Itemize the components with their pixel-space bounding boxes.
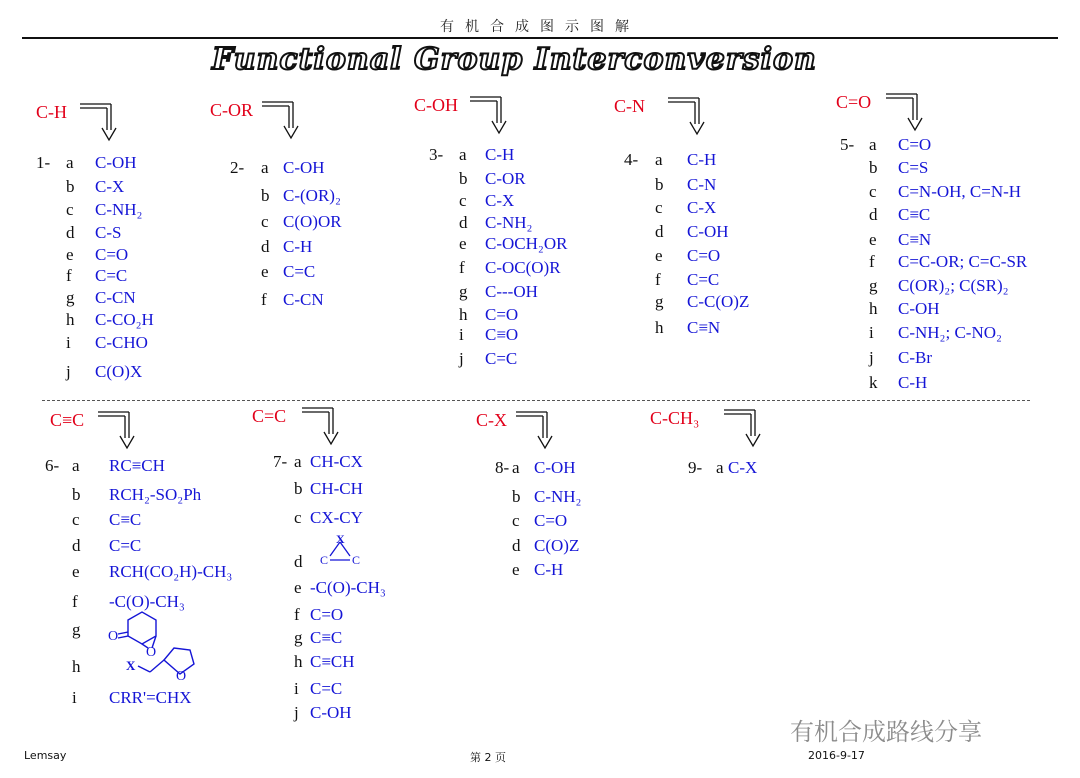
header-divider <box>22 37 1058 39</box>
item-formula: C≡N <box>687 318 721 337</box>
item-formula: C-NH₂ <box>95 200 143 219</box>
item-letter: e <box>66 245 74 264</box>
thf-o-label: O <box>176 669 187 682</box>
page-title: Functional Group Interconversion <box>212 42 817 77</box>
double-arrow-icon <box>514 406 558 452</box>
section-label: C-OR <box>210 100 254 120</box>
item-letter: c <box>294 508 302 527</box>
item-formula: RCH₂-SO₂Ph <box>109 485 202 504</box>
epoxy-ketone-o-label: O <box>108 629 119 644</box>
item-letter: b <box>512 487 521 506</box>
item-formula: C-X <box>485 191 515 210</box>
item-formula: C---OH <box>485 282 538 301</box>
item-letter: b <box>655 175 664 194</box>
item-formula: C(O)Z <box>534 536 580 555</box>
item-formula: C-OH <box>898 299 940 318</box>
item-letter: f <box>459 258 465 277</box>
item-letter: d <box>512 536 521 555</box>
section-label: C=C <box>252 406 287 426</box>
double-arrow-icon <box>468 91 512 137</box>
item-formula: C=N-OH, C=N-H <box>898 182 1022 201</box>
item-letter: i <box>66 333 71 352</box>
item-formula: C=O <box>687 246 721 265</box>
double-arrow-icon <box>722 404 766 450</box>
double-arrow-icon <box>78 98 122 144</box>
item-letter: c <box>655 198 663 217</box>
item-letter: a <box>459 145 467 164</box>
watermark-text: 有机合成路线分享 <box>790 718 982 746</box>
item-letter: e <box>869 230 877 249</box>
item-letter: g <box>72 620 81 639</box>
item-formula: C-OR <box>485 169 526 188</box>
section-label: C-X <box>476 410 507 430</box>
item-formula: C-OH <box>95 153 137 172</box>
item-formula: C-CHO <box>95 333 148 352</box>
item-formula: C=C <box>310 679 343 698</box>
item-letter: f <box>294 605 300 624</box>
item-letter: c <box>261 212 269 231</box>
section-number: 9- <box>688 458 703 477</box>
footer-date: 2016-9-17 <box>808 749 865 762</box>
item-letter: i <box>294 679 299 698</box>
item-formula: C=O <box>534 511 568 530</box>
item-formula: C-S <box>95 223 122 242</box>
item-letter: d <box>72 536 81 555</box>
item-formula: C-H <box>898 373 928 392</box>
section-number: 6- <box>45 456 60 475</box>
item-formula: C(O)OR <box>283 212 342 231</box>
item-letter: h <box>459 305 468 324</box>
item-formula: C-H <box>534 560 564 579</box>
item-letter: a <box>512 458 520 477</box>
item-formula: C-OH <box>534 458 576 477</box>
item-formula: C-H <box>687 150 717 169</box>
item-letter: e <box>512 560 520 579</box>
item-formula: C=C <box>283 262 316 281</box>
item-letter: g <box>294 628 303 647</box>
item-formula: C≡C <box>109 510 142 529</box>
section-label: C-H <box>36 102 67 122</box>
item-letter: f <box>869 252 875 271</box>
item-letter: h <box>66 310 75 329</box>
item-letter: a <box>66 153 74 172</box>
item-formula: C-NH₂ <box>534 487 582 506</box>
item-formula: C≡O <box>485 325 519 344</box>
item-letter: d <box>459 213 468 232</box>
section-label: C≡C <box>50 410 85 430</box>
item-formula: C-X <box>95 177 125 196</box>
cyclopropane-x-label: X <box>336 532 345 546</box>
item-letter: d <box>294 552 303 571</box>
item-formula: C-OC(O)R <box>485 258 561 277</box>
item-letter: b <box>869 158 878 177</box>
item-formula: C=S <box>898 158 929 177</box>
item-formula: C-OH <box>283 158 325 177</box>
footer-author: Lemsay <box>24 749 67 762</box>
item-formula: CX-CY <box>310 508 363 527</box>
item-formula: CH-CH <box>310 479 363 498</box>
header-title: 有机合成图示图解 <box>440 19 640 35</box>
cyclopropane-c-right: C <box>352 553 361 567</box>
item-formula: C-C(O)Z <box>687 292 750 311</box>
footer-page-number: 第 2 页 <box>470 751 506 764</box>
item-letter: b <box>294 479 303 498</box>
item-letter: a <box>72 456 80 475</box>
item-formula: C=O <box>310 605 344 624</box>
item-formula: C-CN <box>95 288 136 307</box>
halo-x-label: X <box>126 658 136 673</box>
item-formula: C=O <box>95 245 129 264</box>
section-label: C-N <box>614 96 645 116</box>
item-letter: j <box>869 348 874 367</box>
item-formula: -C(O)-CH₃ <box>310 578 386 597</box>
double-arrow-icon <box>884 88 928 134</box>
double-arrow-icon <box>96 406 140 452</box>
item-formula: C-OH <box>310 703 352 722</box>
item-formula: C=C <box>109 536 142 555</box>
item-letter: g <box>869 276 878 295</box>
epoxy-ring-o-label: O <box>146 645 157 656</box>
item-formula: C=C <box>687 270 720 289</box>
item-letter: e <box>294 578 302 597</box>
item-letter: a <box>261 158 269 177</box>
item-letter: c <box>869 182 877 201</box>
halocyclopropane-structure <box>318 532 366 568</box>
item-formula: C-OCH₂OR <box>485 234 568 253</box>
item-letter: j <box>66 362 71 381</box>
halomethyl-thf-structure <box>124 640 214 682</box>
item-formula: RCH(CO₂H)-CH₃ <box>109 562 233 581</box>
double-arrow-icon <box>260 96 304 142</box>
item-formula: C=O <box>485 305 519 324</box>
item-formula: C=C-OR; C=C-SR <box>898 252 1028 271</box>
item-letter: b <box>66 177 75 196</box>
item-formula: C=C <box>95 266 128 285</box>
item-letter: f <box>655 270 661 289</box>
section-number: 5- <box>840 135 855 154</box>
item-formula: C-X <box>687 198 717 217</box>
item-letter: c <box>66 200 74 219</box>
item-letter: d <box>261 237 270 256</box>
item-formula: C(OR)₂; C(SR)₂ <box>898 276 1009 295</box>
item-formula: C=O <box>898 135 932 154</box>
item-letter: i <box>869 323 874 342</box>
item-formula: -C(O)-CH₃ <box>109 592 185 611</box>
item-letter: j <box>459 349 464 368</box>
item-letter: g <box>66 288 75 307</box>
item-letter: g <box>655 292 664 311</box>
item-formula: C-NH₂ <box>485 213 533 232</box>
item-formula: C≡C <box>898 205 931 224</box>
item-letter: e <box>655 246 663 265</box>
item-letter: d <box>655 222 664 241</box>
item-letter: f <box>66 266 72 285</box>
item-letter: h <box>72 657 81 676</box>
item-formula: CRR'=CHX <box>109 688 192 707</box>
section-label: C=O <box>836 92 872 112</box>
item-letter: j <box>294 703 299 722</box>
double-arrow-icon <box>300 402 344 448</box>
item-letter: h <box>869 299 878 318</box>
item-formula: C-H <box>485 145 515 164</box>
item-letter: g <box>459 282 468 301</box>
section-number: 3- <box>429 145 444 164</box>
item-letter: b <box>459 169 468 188</box>
item-formula: C=C <box>485 349 518 368</box>
cyclopropane-c-left: C <box>320 553 329 567</box>
item-formula: C-NH₂; C-NO₂ <box>898 323 1002 342</box>
item-letter: f <box>261 290 267 309</box>
item-formula: C-CN <box>283 290 324 309</box>
item-letter: d <box>66 223 75 242</box>
section-number: 4- <box>624 150 639 169</box>
item-letter: f <box>72 592 78 611</box>
item-formula: RC≡CH <box>109 456 165 475</box>
item-letter: a <box>869 135 877 154</box>
item-letter: a <box>294 452 302 471</box>
item-formula: C≡N <box>898 230 932 249</box>
item-letter: i <box>72 688 77 707</box>
item-letter: b <box>261 186 270 205</box>
item-formula: C-X <box>728 458 758 477</box>
item-formula: C-N <box>687 175 717 194</box>
item-letter: e <box>261 262 269 281</box>
item-letter: b <box>72 485 81 504</box>
section-number: 7- <box>273 452 288 471</box>
section-number: 8- <box>495 458 510 477</box>
item-formula: C-H <box>283 237 313 256</box>
item-letter: a <box>655 150 663 169</box>
item-letter: c <box>512 511 520 530</box>
item-formula: C-CO₂H <box>95 310 154 329</box>
section-label: C-OH <box>414 95 458 115</box>
item-formula: C-(OR)₂ <box>283 186 341 205</box>
item-letter: e <box>72 562 80 581</box>
item-letter: c <box>459 191 467 210</box>
item-letter: i <box>459 325 464 344</box>
item-letter: d <box>869 205 878 224</box>
item-letter: a <box>716 458 724 477</box>
item-formula: C-Br <box>898 348 932 367</box>
section-divider <box>42 400 1030 401</box>
item-formula: C-OH <box>687 222 729 241</box>
item-letter: e <box>459 234 467 253</box>
item-letter: k <box>869 373 878 392</box>
item-letter: h <box>294 652 303 671</box>
item-formula: C(O)X <box>95 362 143 381</box>
section-label: C-CH₃ <box>650 408 700 428</box>
section-number: 1- <box>36 153 51 172</box>
item-formula: C≡CH <box>310 652 355 671</box>
item-formula: C≡C <box>310 628 343 647</box>
item-letter: c <box>72 510 80 529</box>
section-number: 2- <box>230 158 245 177</box>
item-formula: CH-CX <box>310 452 363 471</box>
double-arrow-icon <box>666 92 710 138</box>
item-letter: h <box>655 318 664 337</box>
